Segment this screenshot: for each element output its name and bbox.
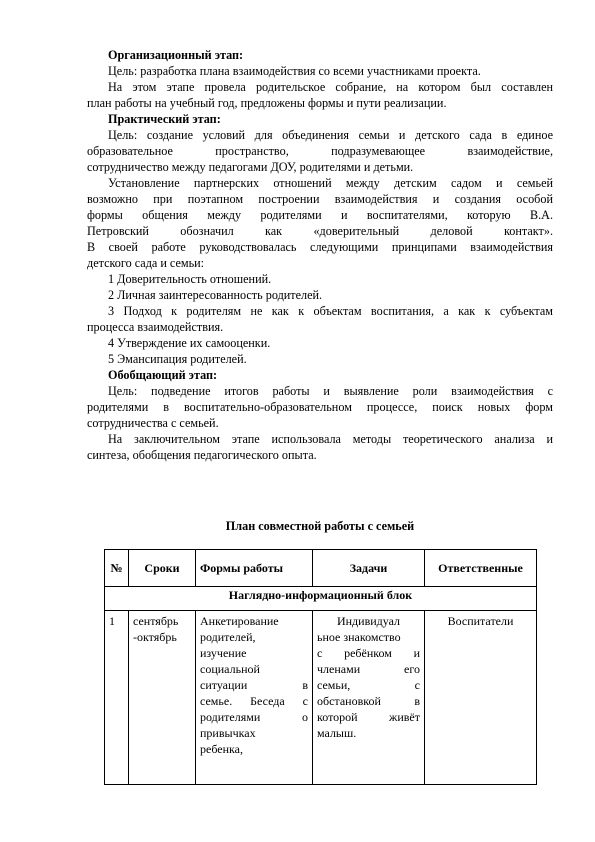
forms-line: изучение (200, 646, 247, 660)
forms-line: родителей, (200, 630, 256, 644)
text-line: В своей работе руководствовалась следующими принципами взаимодействия (87, 240, 553, 254)
text-line: Петровский обозначил как «доверительный деловой контакт». (87, 224, 553, 238)
stage-heading-summary: Обобщающий этап: (108, 368, 218, 382)
forms-line: Анкетирование (200, 614, 279, 628)
row-responsible: Воспитатели (425, 611, 537, 785)
table-title: План совместной работы с семьей (225, 519, 415, 533)
tasks-line: обстановкой в (317, 694, 420, 708)
text-line: Цель: разработка плана взаимодействия со всеми участниками проекта. (108, 64, 481, 78)
row-tasks (313, 611, 425, 785)
text-line: сотрудничество между педагогами ДОУ, родителями и детьми. (87, 160, 414, 174)
text-line: Установление партнерских отношений между детским садом и семьей (108, 176, 553, 190)
row-number: 1 (105, 611, 129, 785)
tasks-line: с ребёнком и (317, 646, 420, 660)
principle-item: 4 Утверждение их самооценки. (108, 336, 271, 350)
table-header-row (105, 550, 537, 587)
text-line: детского сада и семьи: (87, 256, 205, 270)
text-line: родителями в воспитательно-образовательном процессе, поиск новых форм (87, 400, 553, 414)
tasks-line: семьи, с (317, 678, 420, 692)
principle-item: 5 Эмансипация родителей. (108, 352, 247, 366)
header-forms: Формы работы (196, 550, 313, 587)
tasks-line: Индивидуал (336, 614, 401, 628)
row-term (129, 611, 196, 785)
forms-line: социальной (200, 662, 260, 676)
forms-line: ситуации в (200, 678, 308, 692)
text-line: возможно при поэтапном построении взаимодействия и создания особой (87, 192, 553, 206)
text-line: план работы на учебный год, предложены формы и пути реализации. (87, 96, 447, 110)
tasks-line: членами его (317, 662, 420, 676)
term-line: -октябрь (133, 630, 177, 644)
header-responsible: Ответственные (425, 550, 537, 587)
text-line: синтеза, обобщения педагогического опыта. (87, 448, 317, 462)
text-line: Цель: подведение итогов работы и выявление роли взаимодействия с (108, 384, 553, 398)
tasks-line: ьное знакомство (317, 630, 401, 644)
text-line: образовательное пространство, подразумевающее взаимодействие, (87, 144, 553, 158)
stage-heading-practical: Практический этап: (108, 112, 221, 126)
forms-line: привычках (200, 726, 256, 740)
table-row (105, 611, 537, 785)
header-term: Сроки (129, 550, 196, 587)
text-line: процесса взаимодействия. (87, 320, 224, 334)
tasks-line: малыш. (317, 726, 357, 740)
term-line: сентябрь (133, 614, 179, 628)
header-tasks: Задачи (313, 550, 425, 587)
row-forms (196, 611, 313, 785)
stage-heading-organizational: Организационный этап: (108, 48, 244, 62)
principle-item: 1 Доверительность отношений. (108, 272, 272, 286)
text-line: формы общения между родителями и воспитателями, которую В.А. (87, 208, 553, 222)
text-line: сотрудничества с семьей. (87, 416, 219, 430)
principle-item: 2 Личная заинтересованность родителей. (108, 288, 323, 302)
forms-line: ребенка, (200, 742, 243, 756)
block-row (105, 587, 537, 611)
forms-line: семье. Беседа с (200, 694, 308, 708)
text-line: На заключительном этапе использовала методы теоретического анализа и (108, 432, 553, 446)
block-title: Наглядно-информационный блок (105, 587, 537, 611)
tasks-line: которой живёт (317, 710, 420, 724)
forms-line: родителями о (200, 710, 308, 724)
header-number: № (105, 550, 129, 587)
text-line: Цель: создание условий для объединения семьи и детского сада в единое (108, 128, 553, 142)
plan-table (104, 549, 537, 785)
principle-item: 3 Подход к родителям не как к объектам воспитания, а как к субъектам (108, 304, 553, 318)
text-line: На этом этапе провела родительское собрание, на котором был составлен (108, 80, 553, 94)
